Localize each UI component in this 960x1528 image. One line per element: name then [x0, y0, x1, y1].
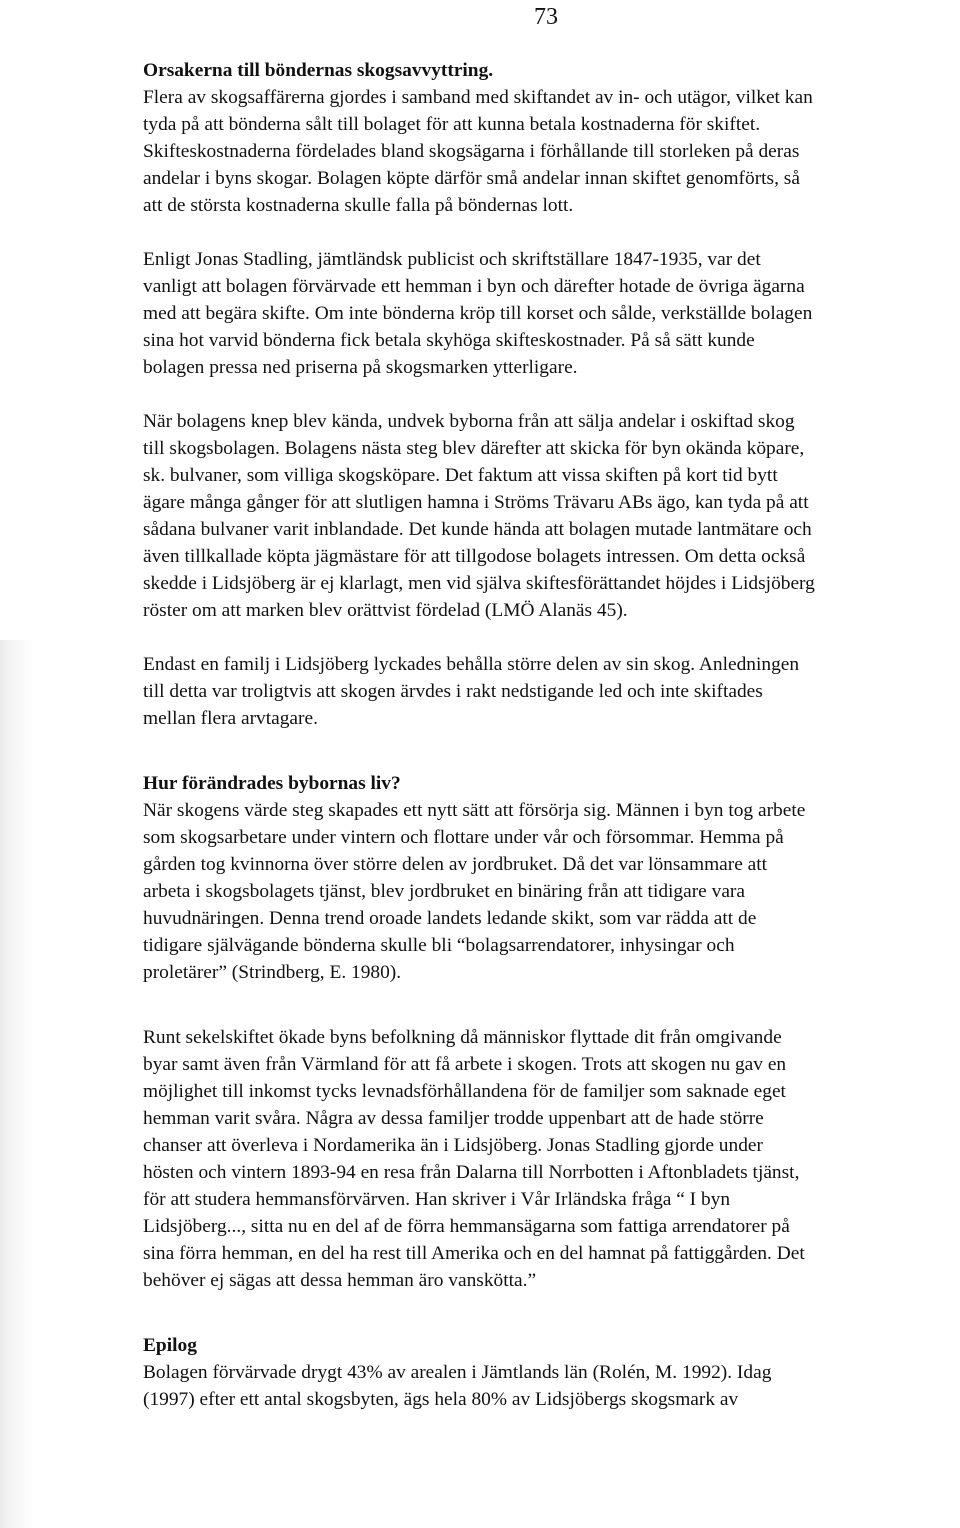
text-line: Flera av skogsaffärerna gjordes i samband med skiftandet av in- och utägor, vilket kan — [143, 87, 813, 108]
text-line: När bolagens knep blev kända, undvek byborna från att sälja andelar i oskiftad skog — [143, 411, 795, 432]
text-line: huvudnäringen. Denna trend oroade landets ledande skikt, som var rädda att de — [143, 908, 757, 929]
text-line: arbeta i skogsbolagets tjänst, blev jordbruket en binäring från att tidigare vara — [143, 881, 745, 902]
text-line: med att begära skifte. Om inte bönderna kröp till korset och sålde, verkställde bolagen — [143, 303, 813, 324]
text-line: till skogsbolagen. Bolagens nästa steg blev därefter att skicka för byn okända köpare, — [143, 438, 805, 459]
text-line: som skogsarbetare under vintern och flottare under vår och försommar. Hemma på — [143, 827, 784, 848]
section-heading-orsakerna: Orsakerna till böndernas skogsavvyttring. — [143, 60, 494, 81]
text-line: hemman varit svåra. Några av dessa familjer trodde uppenbart att de hade större — [143, 1108, 764, 1129]
text-line: vanligt att bolagen förvärvade ett hemman i byn och därefter hotade de övriga ägarna — [143, 276, 805, 297]
document-body — [143, 57, 955, 1413]
paragraph-orsakerna-3 — [143, 408, 955, 624]
section-heading-epilog: Epilog — [143, 1335, 197, 1356]
text-line: Lidsjöberg..., sitta nu en del af de förra hemmansägarna som fattiga arrendatorer på — [143, 1216, 790, 1237]
text-line: sådana bulvaner varit inblandade. Det kunde hända att bolagen mutade lantmätare och — [143, 519, 812, 540]
paragraph-orsakerna-2 — [143, 246, 955, 381]
text-line: bolagen pressa ned priserna på skogsmarken ytterligare. — [143, 357, 578, 378]
text-line: för att studera hemmansförvärven. Han skriver i Vår Irländska fråga “ I byn — [143, 1189, 731, 1210]
text-line: mellan flera arvtagare. — [143, 708, 318, 729]
text-line: (1997) efter ett antal skogsbyten, ägs hela 80% av Lidsjöbergs skogsmark av — [143, 1389, 739, 1410]
text-line: möjlighet till inkomst tycks levnadsförhållandena för de familjer som saknade eget — [143, 1081, 786, 1102]
text-line: ägare många gånger för att slutligen hamna i Ströms Trävaru ABs ägo, kan tyda på att — [143, 492, 809, 513]
paragraph-hur-1 — [143, 797, 955, 986]
text-line: Endast en familj i Lidsjöberg lyckades behålla större delen av sin skog. Anledningen — [143, 654, 800, 675]
text-line: sina hot varvid bönderna fick betala skyhöga skifteskostnader. På så sätt kunde — [143, 330, 755, 351]
text-line: byar samt även från Värmland för att få arbete i skogen. Trots att skogen nu gav en — [143, 1054, 787, 1075]
text-line: även tillkallade köpta jägmästare för att tillgodose bolagets intressen. Om detta också — [143, 546, 806, 567]
text-line: till detta var troligtvis att skogen ärvdes i rakt nedstigande led och inte skiftades — [143, 681, 763, 702]
text-line: att de största kostnaderna skulle falla på böndernas lott. — [143, 195, 574, 216]
paragraph-epilog-1 — [143, 1359, 955, 1413]
text-line: tidigare självägande bönderna skulle bli “bolagsarrendatorer, inhysingar och — [143, 935, 735, 956]
text-line: När skogens värde steg skapades ett nytt sätt att försörja sig. Männen i byn tog arbete — [143, 800, 806, 821]
scan-page-edge — [0, 640, 34, 1528]
text-line: hösten och vintern 1893-94 en resa från Dalarna till Norrbotten i Aftonbladets tjänst, — [143, 1162, 800, 1183]
text-line: chanser att överleva i Nordamerika än i Lidsjöberg. Jonas Stadling gjorde under — [143, 1135, 763, 1156]
page-number: 73 — [534, 4, 558, 30]
paragraph-orsakerna-4 — [143, 651, 955, 732]
text-line: behöver ej sägas att dessa hemman äro vanskötta.” — [143, 1270, 537, 1291]
text-line: andelar i byns skogar. Bolagen köpte därför små andelar innan skiftet genomförts, så — [143, 168, 800, 189]
text-line: skedde i Lidsjöberg är ej klarlagt, men vid själva skiftesförättandet höjdes i Lidsjöberg — [143, 573, 815, 594]
text-line: sk. bulvaner, som villiga skogsköpare. Det faktum att vissa skiften på kort tid bytt — [143, 465, 778, 486]
paragraph-orsakerna-1 — [143, 84, 955, 219]
text-line: Bolagen förvärvade drygt 43% av arealen i Jämtlands län (Rolén, M. 1992). Idag — [143, 1362, 772, 1383]
text-line: Enligt Jonas Stadling, jämtländsk publicist och skriftställare 1847-1935, var det — [143, 249, 761, 270]
text-line: röster om att marken blev orättvist fördelad (LMÖ Alanäs 45). — [143, 600, 628, 621]
paragraph-hur-2 — [143, 1024, 955, 1294]
text-line: sina förra hemman, en del ha rest till Amerika och en del hamnat på fattiggården. Det — [143, 1243, 805, 1264]
text-line: proletärer” (Strindberg, E. 1980). — [143, 962, 402, 983]
text-line: Skifteskostnaderna fördelades bland skogsägarna i förhållande till storleken på deras — [143, 141, 800, 162]
text-line: gården tog kvinnorna över större delen av jordbruket. Då det var lönsammare att — [143, 854, 768, 875]
text-line: Runt sekelskiftet ökade byns befolkning då människor flyttade dit från omgivande — [143, 1027, 782, 1048]
section-heading-hur: Hur förändrades bybornas liv? — [143, 773, 401, 794]
text-line: tyda på att bönderna sålt till bolaget för att kunna betala kostnaderna för skiftet. — [143, 114, 761, 135]
